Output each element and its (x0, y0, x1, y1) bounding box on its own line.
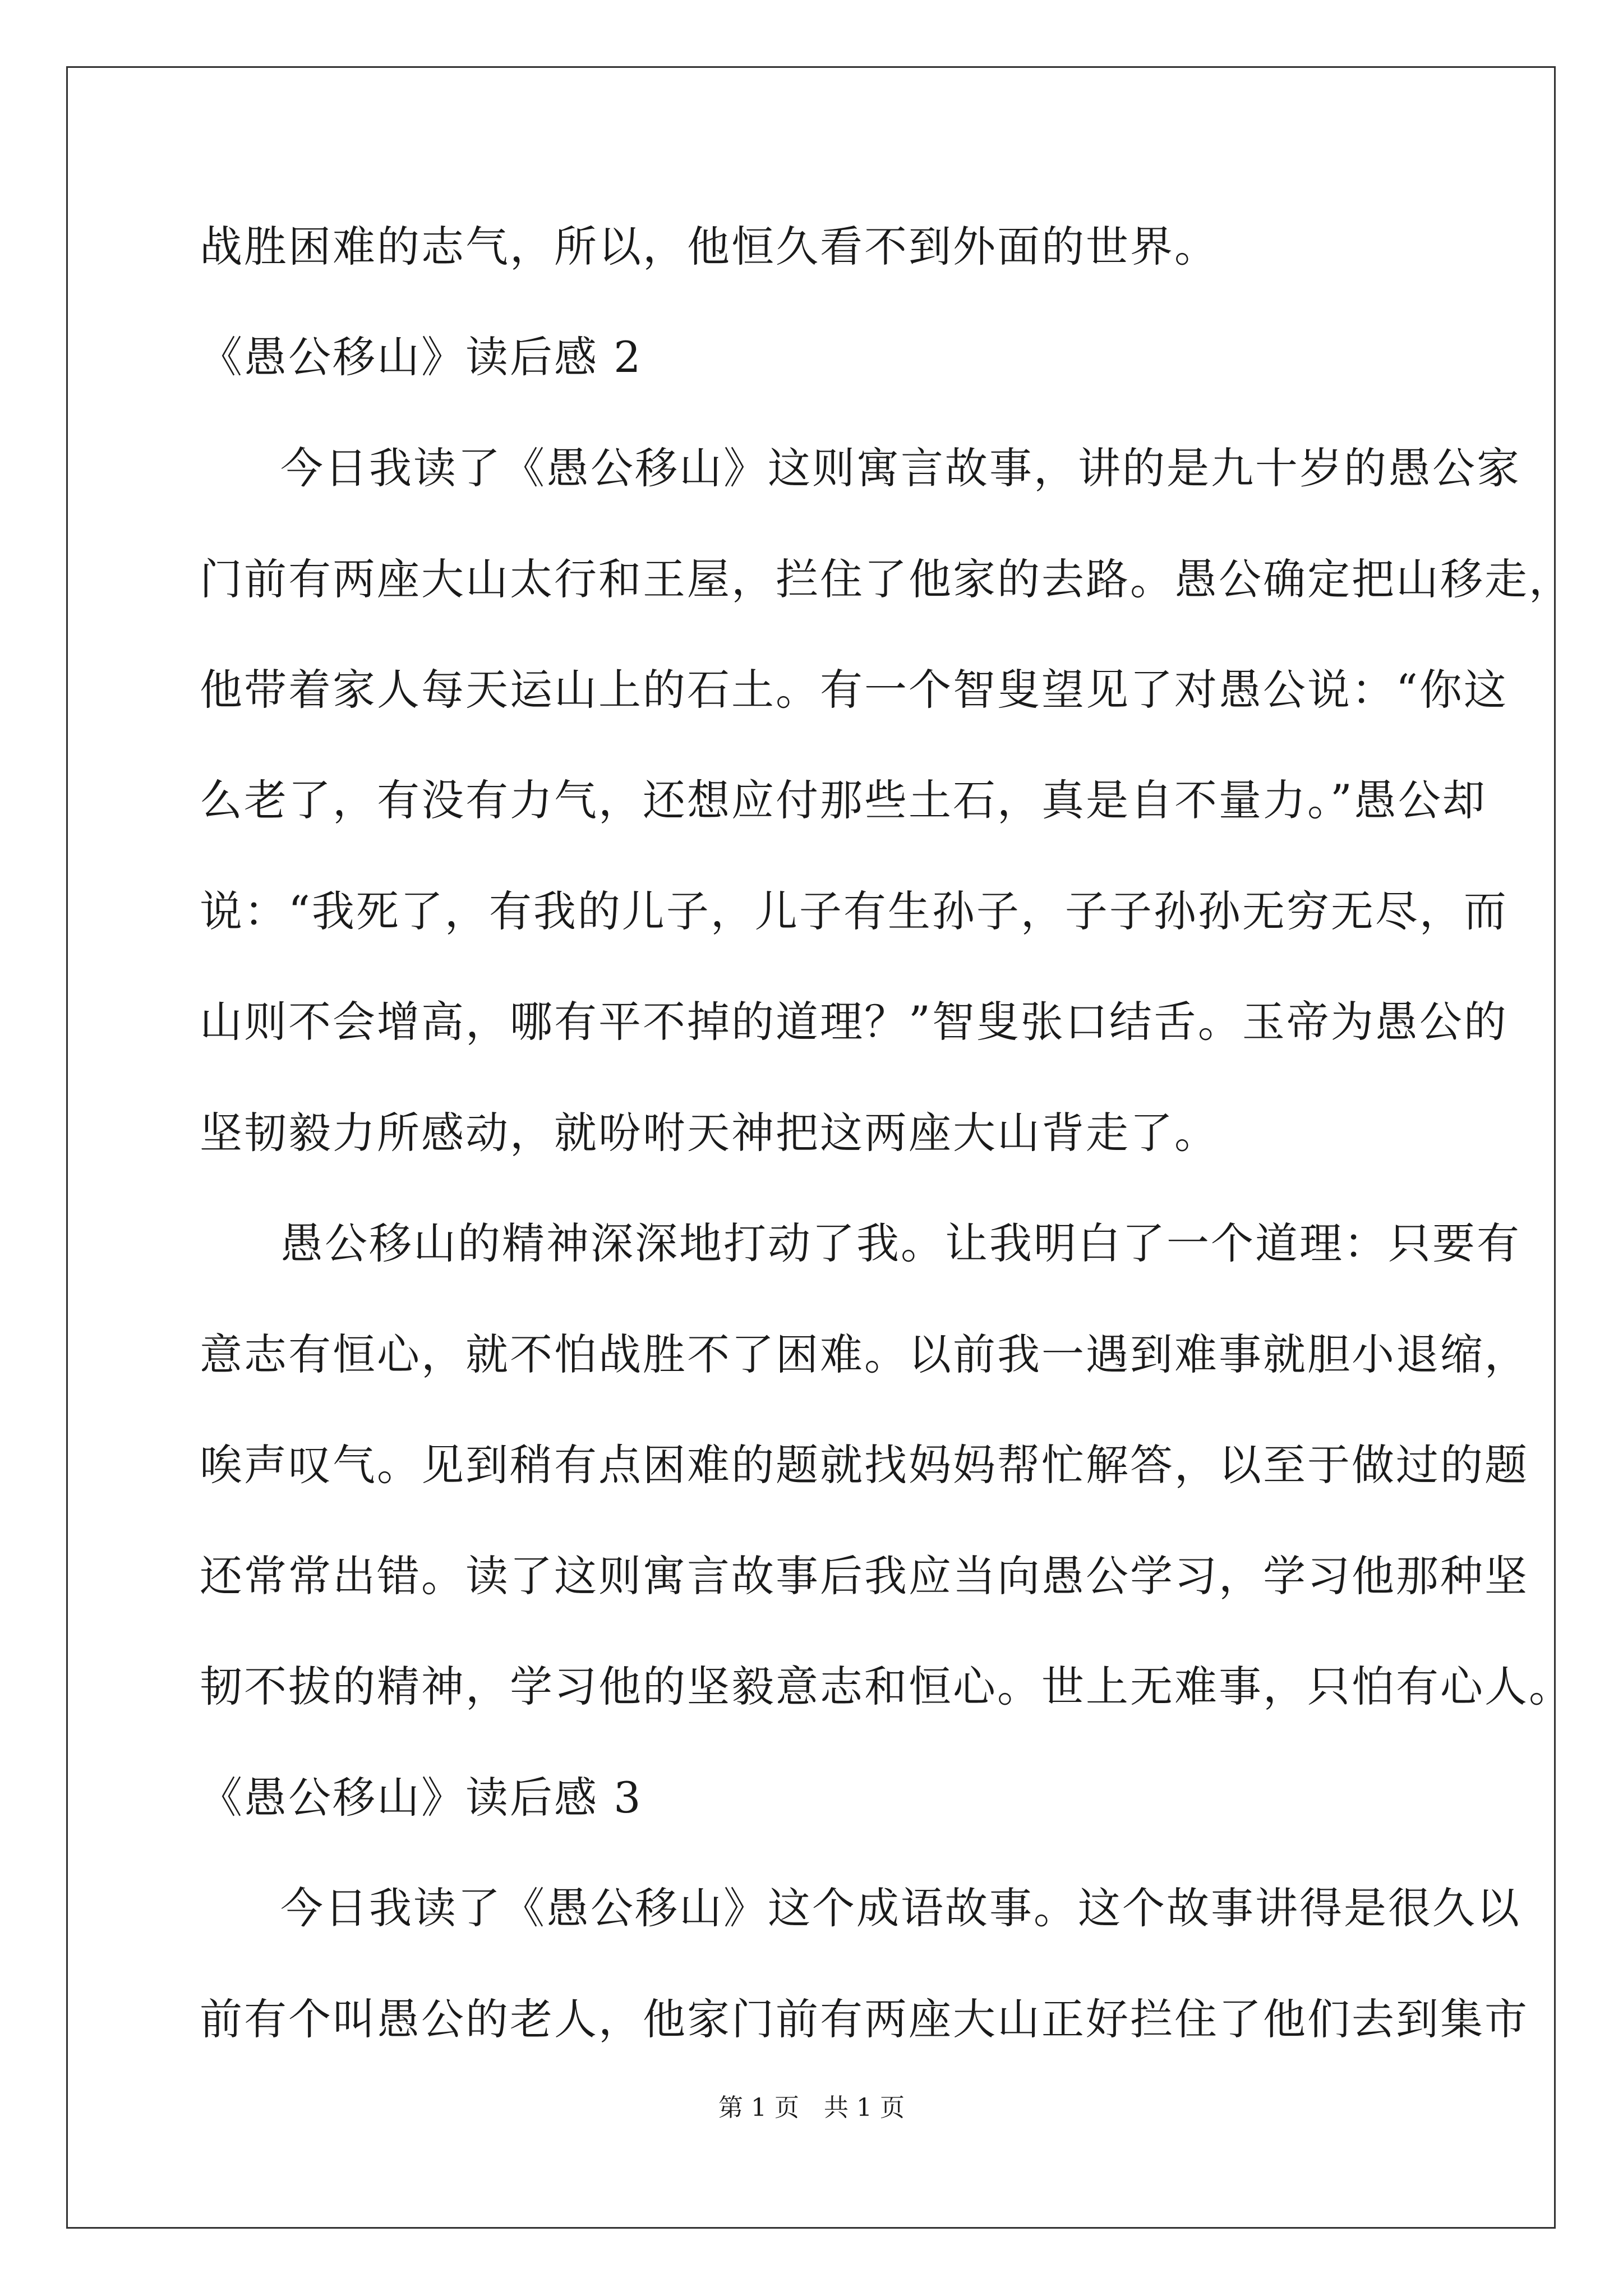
paragraph-line: 么老了，有没有力气，还想应付那些土石，真是自不量力。”愚公却 (200, 775, 1487, 825)
page-number: 第 1 页 共 1 页 (718, 2093, 905, 2122)
paragraph-line: 前有个叫愚公的老人，他家门前有两座大山正好拦住了他们去到集市 (200, 1994, 1529, 2044)
paragraph-line: 还常常出错。读了这则寓言故事后我应当向愚公学习，学习他那种坚 (200, 1551, 1529, 1601)
paragraph-line: 今日我读了《愚公移山》这个成语故事。这个故事讲得是很久以 (280, 1883, 1521, 1933)
paragraph-line: 今日我读了《愚公移山》这则寓言故事，讲的是九十岁的愚公家 (280, 443, 1521, 493)
paragraph-line: 他带着家人每天运山上的石土。有一个智叟望见了对愚公说：“你这 (200, 665, 1508, 715)
section-heading-3: 《愚公移山》读后感 3 (200, 1773, 643, 1823)
paragraph-line: 说：“我死了，有我的儿子，儿子有生孙子，子子孙孙无穷无尽，而 (200, 886, 1508, 936)
paragraph-line: 愚公移山的精神深深地打动了我。让我明白了一个道理：只要有 (280, 1218, 1521, 1268)
paragraph-line: 门前有两座大山太行和王屋，拦住了他家的去路。愚公确定把山移走， (200, 554, 1573, 604)
paragraph-line: 唉声叹气。见到稍有点困难的题就找妈妈帮忙解答，以至于做过的题 (200, 1440, 1529, 1490)
section-heading-2: 《愚公移山》读后感 2 (200, 332, 643, 382)
text-line-continuation: 战胜困难的志气，所以，他恒久看不到外面的世界。 (200, 222, 1219, 272)
paragraph-line: 韧不拔的精神，学习他的坚毅意志和恒心。世上无难事，只怕有心人。 (200, 1662, 1573, 1711)
paragraph-line: 坚韧毅力所感动，就吩咐天神把这两座大山背走了。 (200, 1108, 1219, 1158)
paragraph-line: 山则不会增高，哪有平不掉的道理？”智叟张口结舌。玉帝为愚公的 (200, 997, 1508, 1047)
paragraph-line: 意志有恒心，就不怕战胜不了困难。以前我一遇到难事就胆小退缩， (200, 1329, 1529, 1379)
